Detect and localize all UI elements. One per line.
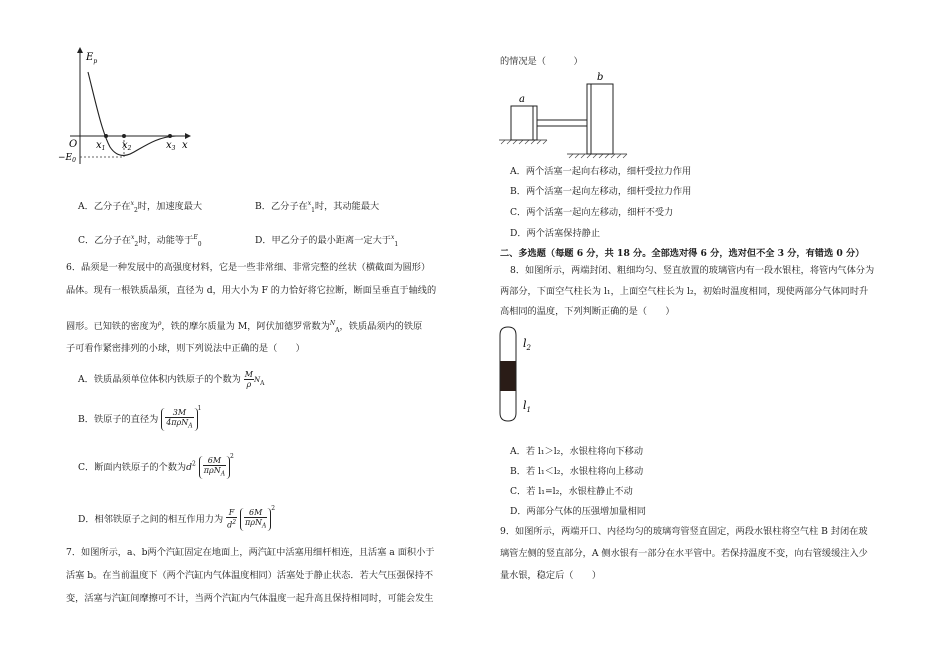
q5-option-b: B．乙分子在$^x_1$时，其动能最大 xyxy=(255,200,380,214)
q6-option-a: A．铁质晶须单位体积内铁原子的个数为 $\frac{M}{\rho}$ $N_A$ xyxy=(78,370,265,389)
cylinder-a xyxy=(511,106,533,140)
q8-option-c: C．若 l₁=l₂，水银柱静止不动 xyxy=(510,486,633,497)
ep-graph xyxy=(58,44,208,174)
q6-option-b: B．铁原子的直径为 $\frac{3M}{4\pi\rho N_A}$ $^1$ xyxy=(78,404,202,430)
piston-a xyxy=(533,106,537,140)
l1-label: $l_1$ xyxy=(523,399,531,414)
q7-line4: 的情况是（ ） xyxy=(500,56,583,67)
q7-option-c: C．两个活塞一起向左移动，细杆不受力 xyxy=(510,207,674,218)
q7-line1: 7．如图所示，a、b两个汽缸固定在地面上，两汽缸中活塞用细杆相连，且活塞 a 面积小于 xyxy=(66,547,435,558)
label-a: a xyxy=(519,94,525,105)
fraction-m-over-rho: $\frac{M}{\rho}$ xyxy=(244,370,253,389)
q8-option-b: B．若 l₁＜l₂，水银柱将向上移动 xyxy=(510,466,644,477)
q6-option-d: D．相邻铁原子之间的相互作用力为 $\frac{F}{d^2}$ $\frac{6M}{\pi\rho N_A}$ $^2$ xyxy=(78,504,276,531)
section-2-title: 二、多选题（每题 6 分，共 18 分。全部选对得 6 分，选对但不全 3 分，有错选 0 分） xyxy=(500,248,865,259)
x3-label: $x_3$ xyxy=(166,140,176,152)
x1-label: $x_1$ xyxy=(96,140,106,152)
mercury-column xyxy=(501,361,516,391)
tube-diagram xyxy=(494,325,554,425)
x2-point xyxy=(122,134,126,138)
origin-label: O xyxy=(69,139,78,150)
q8-line3: 高相同的温度，下列判断正确的是（ ） xyxy=(500,306,675,317)
q9-line2: 璃管左侧的竖直部分，A 侧水银有一部分在水平管中。若保持温度不变，向右管缓缓注入少 xyxy=(500,548,868,559)
cylinder-b xyxy=(591,84,613,154)
q6-line2: 晶体。现有一根铁质晶须，直径为 d，用大小为 F 的力恰好将它拉断，断面呈垂直于轴线的 xyxy=(66,285,437,296)
q7-option-d: D．两个活塞保持静止 xyxy=(510,228,601,239)
q8-option-a: A．若 l₁＞l₂，水银柱将向下移动 xyxy=(510,446,644,457)
piston-diagram xyxy=(497,70,637,160)
q9-line3: 量水银，稳定后（ ） xyxy=(500,570,602,581)
q9-line1: 9．如图所示，两端开口、内径均匀的玻璃弯管竖直固定，两段水银柱将空气柱 B 封闭在玻 xyxy=(500,526,868,537)
q5-option-a: A．乙分子在$^x_2$时，加速度最大 xyxy=(78,200,203,214)
x-axis-label: x xyxy=(182,140,188,151)
label-b: b xyxy=(597,72,604,83)
q8-line1: 8．如图所示，两端封闭、粗细均匀、竖直放置的玻璃管内有一段水银柱，将管内气体分为 xyxy=(510,265,875,276)
paren-3m: $\frac{3M}{4\pi\rho N_A}$ xyxy=(161,408,197,431)
q6-line3: 圆形。已知铁的密度为$^\rho$，铁的摩尔质量为 M，阿伏加德罗常数为$^N_A$，铁质晶须内的铁原 xyxy=(66,320,423,334)
q6-line1: 6．晶须是一种发展中的高强度材料，它是一些非常细、非常完整的丝状（横截面为圆形） xyxy=(66,262,431,273)
q5-option-d: D．甲乙分子的最小距离一定大于$^x_1$ xyxy=(255,234,399,248)
fraction-f-over-d2: $\frac{F}{d^2}$ xyxy=(227,508,237,531)
q7-option-b: B．两个活塞一起向左移动，细杆受拉力作用 xyxy=(510,186,692,197)
e0-label: $-E_0$ xyxy=(58,153,76,164)
ep-label: $E_p$ xyxy=(86,52,98,65)
q7-option-a: A．两个活塞一起向右移动，细杆受拉力作用 xyxy=(510,166,692,177)
q6-line4: 子可看作紧密排列的小球，则下列说法中正确的是（ ） xyxy=(66,343,305,354)
paren-6m: $\frac{6M}{\pi\rho N_A}$ xyxy=(199,456,230,479)
q7-line3: 变，活塞与汽缸间摩擦可不计，当两个汽缸内气体温度一起升高且保持相同时，可能会发生 xyxy=(66,593,434,604)
piston-b xyxy=(587,84,591,154)
q5-option-c: C．乙分子在$^x_2$时，动能等于$^E_0$ xyxy=(78,234,202,248)
l2-label: $l_2$ xyxy=(523,337,531,352)
x3-point xyxy=(168,134,172,138)
q8-line2: 两部分，下面空气柱长为 l₁，上面空气柱长为 l₂，初始时温度相同，现使两部分气体同时升 xyxy=(500,286,869,297)
q7-line2: 活塞 b。在当前温度下（两个汽缸内气体温度相同）活塞处于静止状态．若大气压强保持不 xyxy=(66,570,434,581)
q8-option-d: D．两部分气体的压强增加量相同 xyxy=(510,506,646,517)
x1-point xyxy=(104,134,108,138)
x2-label: $x_2$ xyxy=(122,140,132,152)
q6-option-c: C．断面内铁原子的个数为$d^2$ $\frac{6M}{\pi\rho N_A}$ $^2$ xyxy=(78,452,234,478)
paren-6m-d: $\frac{6M}{\pi\rho N_A}$ xyxy=(240,508,271,531)
